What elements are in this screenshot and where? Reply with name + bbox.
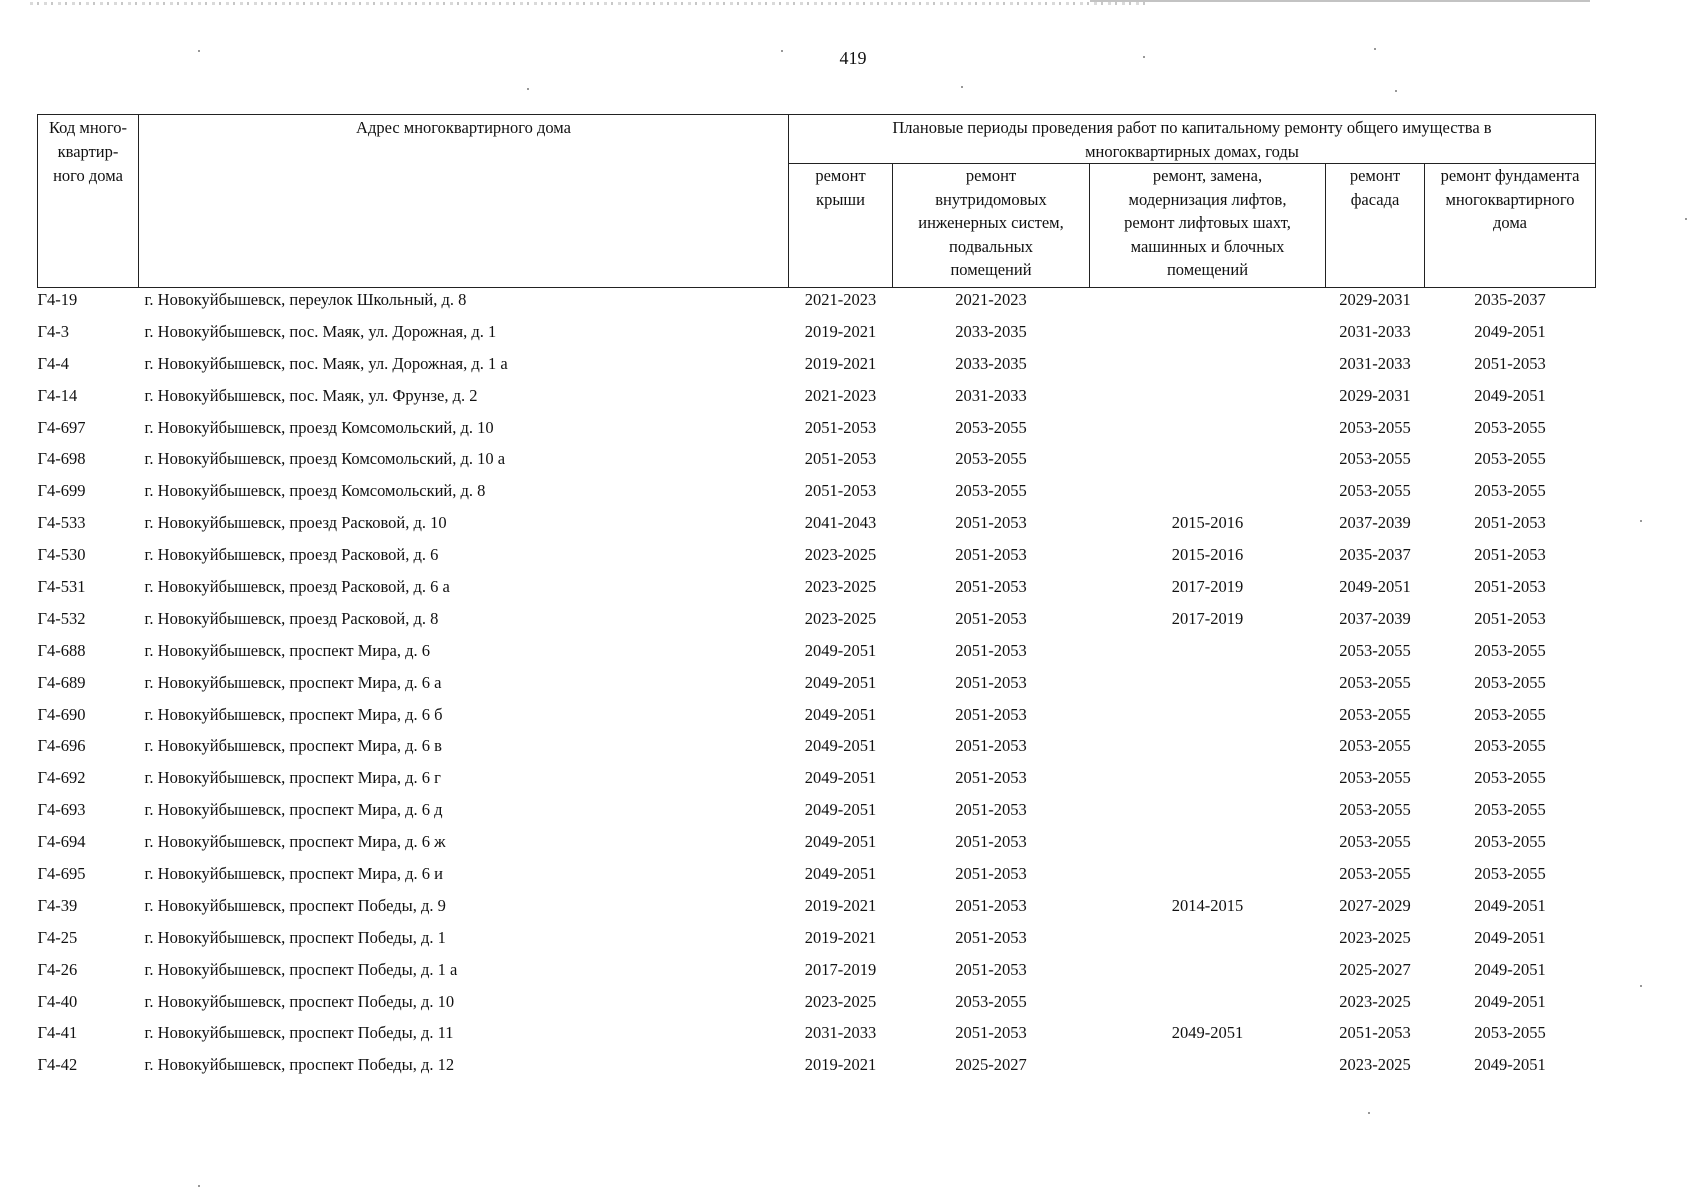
header-line: ремонт xyxy=(815,166,866,185)
cell-roof-period: 2049-2051 xyxy=(804,704,877,724)
cell-building-code: Г4-42 xyxy=(37,1055,78,1075)
cell-address: г. Новокуйбышевск, пос. Маяк, ул. Фрунзе, д. 2 xyxy=(144,385,478,405)
table-row xyxy=(38,479,1596,511)
table-row xyxy=(38,320,1596,352)
cell-foundation-period: 2051-2053 xyxy=(1474,608,1546,628)
cell-facade-period: 2035-2037 xyxy=(1339,545,1411,565)
cell-address: г. Новокуйбышевск, проспект Победы, д. 1 а xyxy=(144,959,458,979)
cell-roof-period: 2023-2025 xyxy=(804,608,877,628)
cell-lifts-period xyxy=(1090,766,1326,798)
cell-facade-period: 2053-2055 xyxy=(1339,481,1411,501)
scan-speck xyxy=(781,50,783,52)
table-row xyxy=(38,511,1596,543)
cell-roof-period: 2049-2051 xyxy=(804,768,877,788)
cell-facade-period: 2053-2055 xyxy=(1339,640,1411,660)
cell-facade-period: 2029-2031 xyxy=(1339,385,1411,405)
cell-roof-period: 2019-2021 xyxy=(804,927,877,947)
cell-facade-period: 2023-2025 xyxy=(1339,991,1411,1011)
cell-roof-period: 2051-2053 xyxy=(804,417,877,437)
table-row xyxy=(38,1053,1596,1085)
cell-lifts-period: 2017-2019 xyxy=(1171,577,1244,597)
cell-address: г. Новокуйбышевск, проспект Мира, д. 6 и xyxy=(144,864,443,884)
cell-engineering-period: 2051-2053 xyxy=(955,640,1027,660)
cell-address: г. Новокуйбышевск, проспект Мира, д. 6 б xyxy=(144,704,443,724)
header-roof-repair xyxy=(789,164,893,288)
header-line: ного дома xyxy=(53,166,123,185)
cell-facade-period: 2053-2055 xyxy=(1339,864,1411,884)
cell-foundation-period: 2035-2037 xyxy=(1474,290,1546,309)
cell-facade-period: 2023-2025 xyxy=(1339,1055,1411,1075)
cell-address: г. Новокуйбышевск, проезд Расковой, д. 10 xyxy=(144,513,447,533)
cell-building-code: Г4-26 xyxy=(37,959,78,979)
cell-engineering-period: 2021-2023 xyxy=(955,290,1027,309)
table-row xyxy=(38,607,1596,639)
cell-engineering-period: 2051-2053 xyxy=(955,608,1027,628)
cell-address: г. Новокуйбышевск, переулок Школьный, д. 8 xyxy=(144,290,467,309)
cell-foundation-period: 2049-2051 xyxy=(1474,927,1546,947)
cell-roof-period: 2023-2025 xyxy=(804,991,877,1011)
table-row xyxy=(38,639,1596,671)
cell-foundation-period: 2053-2055 xyxy=(1474,800,1546,820)
cell-building-code: Г4-3 xyxy=(37,321,70,341)
cell-building-code: Г4-692 xyxy=(37,768,86,788)
cell-roof-period: 2021-2023 xyxy=(804,290,877,309)
cell-building-code: Г4-698 xyxy=(37,449,86,469)
cell-address: г. Новокуйбышевск, проезд Расковой, д. 6 xyxy=(144,545,439,565)
cell-engineering-period: 2051-2053 xyxy=(955,577,1027,597)
cell-lifts-period xyxy=(1090,703,1326,735)
scan-speck xyxy=(1368,1112,1370,1114)
cell-roof-period: 2041-2043 xyxy=(804,513,877,533)
cell-facade-period: 2053-2055 xyxy=(1339,832,1411,852)
scan-speck xyxy=(198,50,200,52)
scan-artifact-top xyxy=(30,2,1150,5)
table-row xyxy=(38,926,1596,958)
cell-engineering-period: 2051-2053 xyxy=(955,736,1027,756)
header-line: ремонт, замена, xyxy=(1152,166,1263,185)
cell-facade-period: 2051-2053 xyxy=(1339,1023,1411,1043)
cell-roof-period: 2019-2021 xyxy=(804,895,877,915)
header-line: модернизация лифтов, xyxy=(1128,189,1287,209)
cell-address: г. Новокуйбышевск, проспект Победы, д. 10 xyxy=(144,991,455,1011)
cell-address: г. Новокуйбышевск, проезд Комсомольский, д. 10 а xyxy=(144,449,506,469)
cell-facade-period: 2053-2055 xyxy=(1339,768,1411,788)
cell-engineering-period: 2031-2033 xyxy=(955,385,1027,405)
table-row xyxy=(38,766,1596,798)
cell-address: г. Новокуйбышевск, проезд Комсомольский, д. 8 xyxy=(144,481,486,501)
cell-foundation-period: 2049-2051 xyxy=(1474,991,1546,1011)
cell-engineering-period: 2051-2053 xyxy=(955,927,1027,947)
cell-address: г. Новокуйбышевск, проезд Расковой, д. 6 а xyxy=(144,577,450,597)
cell-building-code: Г4-694 xyxy=(37,832,86,852)
cell-engineering-period: 2053-2055 xyxy=(955,449,1027,469)
cell-roof-period: 2051-2053 xyxy=(804,449,877,469)
cell-facade-period: 2053-2055 xyxy=(1339,736,1411,756)
cell-building-code: Г4-699 xyxy=(37,481,86,501)
cell-roof-period: 2019-2021 xyxy=(804,353,877,373)
cell-lifts-period xyxy=(1090,384,1326,416)
cell-facade-period: 2053-2055 xyxy=(1339,417,1411,437)
cell-roof-period: 2049-2051 xyxy=(804,800,877,820)
cell-roof-period: 2049-2051 xyxy=(804,672,877,692)
cell-engineering-period: 2051-2053 xyxy=(955,959,1027,979)
cell-address: г. Новокуйбышевск, проспект Победы, д. 1 xyxy=(144,927,446,947)
cell-foundation-period: 2053-2055 xyxy=(1474,864,1546,884)
cell-address: г. Новокуйбышевск, проезд Комсомольский, д. 10 xyxy=(144,417,494,437)
cell-foundation-period: 2053-2055 xyxy=(1474,449,1546,469)
header-line: инженерных систем, xyxy=(918,213,1064,232)
cell-foundation-period: 2051-2053 xyxy=(1474,577,1546,597)
cell-address: г. Новокуйбышевск, пос. Маяк, ул. Дорожная, д. 1 xyxy=(144,321,497,341)
cell-building-code: Г4-19 xyxy=(37,290,78,309)
cell-engineering-period: 2033-2035 xyxy=(955,321,1027,341)
cell-lifts-period xyxy=(1090,447,1326,479)
table-row xyxy=(38,416,1596,448)
cell-address: г. Новокуйбышевск, проспект Победы, д. 9 xyxy=(144,895,446,915)
table-row xyxy=(38,384,1596,416)
table-row xyxy=(38,734,1596,766)
cell-facade-period: 2027-2029 xyxy=(1339,895,1411,915)
header-facade-repair xyxy=(1326,164,1425,288)
cell-lifts-period xyxy=(1090,352,1326,384)
cell-building-code: Г4-689 xyxy=(37,672,86,692)
table-row xyxy=(38,798,1596,830)
cell-facade-period: 2025-2027 xyxy=(1339,959,1411,979)
scan-speck xyxy=(1143,56,1145,58)
capital-repair-schedule-table xyxy=(37,114,1596,1085)
cell-foundation-period: 2049-2051 xyxy=(1474,895,1546,915)
cell-lifts-period: 2049-2051 xyxy=(1171,1023,1244,1043)
cell-engineering-period: 2033-2035 xyxy=(955,353,1027,373)
header-line: Плановые периоды проведения работ по капитальному ремонту общего имущества в xyxy=(892,118,1492,137)
header-line: Код много- xyxy=(48,118,128,137)
cell-engineering-period: 2051-2053 xyxy=(955,672,1027,692)
cell-roof-period: 2019-2021 xyxy=(804,1055,877,1075)
cell-foundation-period: 2051-2053 xyxy=(1474,353,1546,373)
cell-lifts-period xyxy=(1090,958,1326,990)
cell-foundation-period: 2051-2053 xyxy=(1474,545,1546,565)
scan-speck xyxy=(1395,90,1397,92)
cell-roof-period: 2031-2033 xyxy=(804,1023,877,1043)
cell-building-code: Г4-696 xyxy=(37,736,86,756)
scan-speck xyxy=(1374,48,1376,50)
table-row xyxy=(38,543,1596,575)
cell-foundation-period: 2049-2051 xyxy=(1474,321,1546,341)
header-line: ремонт xyxy=(1349,166,1401,185)
cell-engineering-period: 2051-2053 xyxy=(955,513,1027,533)
cell-facade-period: 2053-2055 xyxy=(1339,449,1411,469)
table-row xyxy=(38,958,1596,990)
cell-roof-period: 2051-2053 xyxy=(804,481,877,501)
cell-building-code: Г4-41 xyxy=(37,1023,78,1043)
cell-facade-period: 2031-2033 xyxy=(1339,321,1411,341)
header-building-code xyxy=(38,115,139,288)
header-engineering-repair xyxy=(893,164,1090,288)
cell-engineering-period: 2051-2053 xyxy=(955,1023,1027,1043)
cell-address: г. Новокуйбышевск, проспект Победы, д. 11 xyxy=(144,1023,454,1043)
cell-lifts-period xyxy=(1090,734,1326,766)
cell-foundation-period: 2053-2055 xyxy=(1474,768,1546,788)
cell-address: г. Новокуйбышевск, проспект Победы, д. 12 xyxy=(144,1055,455,1075)
cell-lifts-period xyxy=(1090,798,1326,830)
cell-address: г. Новокуйбышевск, проспект Мира, д. 6 а xyxy=(144,672,442,692)
table-row xyxy=(38,990,1596,1022)
header-line: внутридомовых xyxy=(935,189,1047,209)
cell-facade-period: 2053-2055 xyxy=(1339,704,1411,724)
header-lifts-repair xyxy=(1090,164,1326,288)
cell-building-code: Г4-531 xyxy=(37,577,86,597)
header-line: многоквартирного xyxy=(1445,189,1575,209)
scan-artifact-line xyxy=(1090,0,1590,2)
header-planned-periods xyxy=(789,115,1596,164)
table-row xyxy=(38,671,1596,703)
cell-lifts-period: 2015-2016 xyxy=(1171,513,1244,533)
table-row xyxy=(38,447,1596,479)
cell-facade-period: 2031-2033 xyxy=(1339,353,1411,373)
header-foundation-repair xyxy=(1425,164,1596,288)
cell-building-code: Г4-39 xyxy=(37,895,78,915)
header-line: фасада xyxy=(1350,189,1400,209)
header-line: многоквартирных домах, годы xyxy=(1085,141,1299,161)
scan-speck xyxy=(961,86,963,88)
cell-roof-period: 2049-2051 xyxy=(804,832,877,852)
cell-lifts-period xyxy=(1090,926,1326,958)
cell-roof-period: 2049-2051 xyxy=(804,736,877,756)
header-line: подвальных xyxy=(949,236,1033,256)
cell-foundation-period: 2049-2051 xyxy=(1474,959,1546,979)
cell-building-code: Г4-695 xyxy=(37,864,86,884)
cell-engineering-period: 2051-2053 xyxy=(955,545,1027,565)
cell-facade-period: 2049-2051 xyxy=(1339,577,1411,597)
cell-foundation-period: 2053-2055 xyxy=(1474,736,1546,756)
scan-speck xyxy=(1640,985,1642,987)
cell-lifts-period xyxy=(1090,830,1326,862)
cell-facade-period: 2029-2031 xyxy=(1339,290,1411,309)
cell-foundation-period: 2053-2055 xyxy=(1474,704,1546,724)
scan-speck xyxy=(1640,520,1642,522)
cell-foundation-period: 2053-2055 xyxy=(1474,832,1546,852)
cell-lifts-period xyxy=(1090,320,1326,352)
scan-speck xyxy=(1685,218,1687,220)
cell-building-code: Г4-690 xyxy=(37,704,86,724)
cell-roof-period: 2049-2051 xyxy=(804,864,877,884)
cell-building-code: Г4-697 xyxy=(37,417,86,437)
cell-building-code: Г4-533 xyxy=(37,513,86,533)
cell-foundation-period: 2051-2053 xyxy=(1474,513,1546,533)
cell-lifts-period xyxy=(1090,479,1326,511)
cell-building-code: Г4-530 xyxy=(37,545,86,565)
table-row xyxy=(38,862,1596,894)
cell-facade-period: 2037-2039 xyxy=(1339,513,1411,533)
cell-engineering-period: 2053-2055 xyxy=(955,991,1027,1011)
cell-roof-period: 2023-2025 xyxy=(804,545,877,565)
cell-foundation-period: 2049-2051 xyxy=(1474,385,1546,405)
cell-engineering-period: 2051-2053 xyxy=(955,768,1027,788)
cell-building-code: Г4-693 xyxy=(37,800,86,820)
table-row xyxy=(38,894,1596,926)
cell-roof-period: 2017-2019 xyxy=(804,959,877,979)
cell-address: г. Новокуйбышевск, проспект Мира, д. 6 xyxy=(144,640,430,660)
cell-lifts-period xyxy=(1090,862,1326,894)
cell-lifts-period xyxy=(1090,671,1326,703)
cell-building-code: Г4-532 xyxy=(37,608,86,628)
cell-building-code: Г4-25 xyxy=(37,927,78,947)
cell-engineering-period: 2053-2055 xyxy=(955,417,1027,437)
cell-roof-period: 2021-2023 xyxy=(804,385,877,405)
cell-engineering-period: 2051-2053 xyxy=(955,895,1027,915)
cell-lifts-period: 2015-2016 xyxy=(1171,545,1244,565)
cell-address: г. Новокуйбышевск, проспект Мира, д. 6 в xyxy=(144,736,442,756)
cell-lifts-period xyxy=(1090,990,1326,1022)
cell-facade-period: 2037-2039 xyxy=(1339,608,1411,628)
cell-lifts-period: 2017-2019 xyxy=(1171,608,1244,628)
cell-building-code: Г4-4 xyxy=(37,353,70,373)
cell-foundation-period: 2053-2055 xyxy=(1474,417,1546,437)
header-line: ремонт лифтовых шахт, xyxy=(1124,213,1291,232)
table-row xyxy=(38,575,1596,607)
cell-address: г. Новокуйбышевск, проспект Мира, д. 6 г xyxy=(144,768,441,788)
cell-lifts-period xyxy=(1090,288,1326,320)
cell-engineering-period: 2051-2053 xyxy=(955,832,1027,852)
cell-foundation-period: 2053-2055 xyxy=(1474,1023,1546,1043)
cell-facade-period: 2023-2025 xyxy=(1339,927,1411,947)
header-line: ремонт xyxy=(965,166,1017,185)
header-line: машинных и блочных xyxy=(1130,236,1285,256)
cell-roof-period: 2023-2025 xyxy=(804,577,877,597)
cell-foundation-period: 2053-2055 xyxy=(1474,640,1546,660)
cell-facade-period: 2053-2055 xyxy=(1339,800,1411,820)
cell-engineering-period: 2053-2055 xyxy=(955,481,1027,501)
cell-engineering-period: 2025-2027 xyxy=(955,1055,1027,1075)
cell-engineering-period: 2051-2053 xyxy=(955,800,1027,820)
header-line: помещений xyxy=(950,260,1032,279)
header-line: дома xyxy=(1493,213,1527,232)
cell-engineering-period: 2051-2053 xyxy=(955,864,1027,884)
table-row xyxy=(38,352,1596,384)
cell-building-code: Г4-40 xyxy=(37,991,78,1011)
table-row xyxy=(38,288,1596,320)
header-address: Адрес многоквартирного дома xyxy=(139,115,789,288)
cell-foundation-period: 2053-2055 xyxy=(1474,481,1546,501)
cell-foundation-period: 2053-2055 xyxy=(1474,672,1546,692)
cell-address: г. Новокуйбышевск, проезд Расковой, д. 8 xyxy=(144,608,439,628)
cell-roof-period: 2049-2051 xyxy=(804,640,877,660)
cell-roof-period: 2019-2021 xyxy=(804,321,877,341)
cell-engineering-period: 2051-2053 xyxy=(955,704,1027,724)
cell-foundation-period: 2049-2051 xyxy=(1474,1055,1546,1075)
header-line: ремонт фундамента xyxy=(1440,166,1580,185)
scan-speck xyxy=(198,1185,200,1187)
header-line: помещений xyxy=(1166,260,1249,279)
header-line: квартир- xyxy=(57,142,119,161)
table-row xyxy=(38,830,1596,862)
cell-lifts-period xyxy=(1090,416,1326,448)
cell-facade-period: 2053-2055 xyxy=(1339,672,1411,692)
cell-building-code: Г4-14 xyxy=(37,385,78,405)
cell-lifts-period xyxy=(1090,639,1326,671)
cell-lifts-period: 2014-2015 xyxy=(1171,895,1244,915)
table-row xyxy=(38,703,1596,735)
cell-address: г. Новокуйбышевск, проспект Мира, д. 6 д xyxy=(144,800,443,820)
header-line: крыши xyxy=(816,189,865,209)
cell-address: г. Новокуйбышевск, пос. Маяк, ул. Дорожная, д. 1 а xyxy=(144,353,508,373)
scan-speck xyxy=(527,88,529,90)
page-number: 419 xyxy=(839,48,867,68)
cell-building-code: Г4-688 xyxy=(37,640,86,660)
cell-lifts-period xyxy=(1090,1053,1326,1085)
cell-address: г. Новокуйбышевск, проспект Мира, д. 6 ж xyxy=(144,832,446,852)
table-row xyxy=(38,1021,1596,1053)
